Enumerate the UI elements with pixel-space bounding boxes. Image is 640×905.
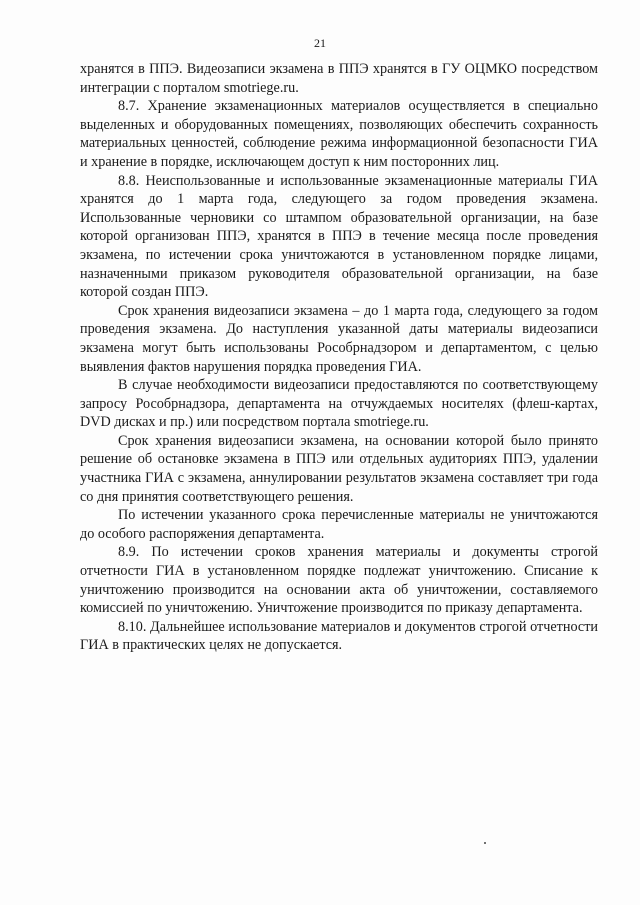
paragraph-after-term: По истечении указанного срока перечисленные материалы не уничтожаются до особого распоряжения департамента. bbox=[80, 507, 598, 542]
paragraph-continuation: хранятся в ППЭ. Видеозаписи экзамена в ППЭ хранятся в ГУ ОЦМКО посредством интеграции с порталом smotriege.ru. bbox=[80, 61, 598, 96]
paragraph-8-9: 8.9. По истечении сроков хранения материалы и документы строгой отчетности ГИА в установленном порядке подлежат уничтожению. Списание к уничтожению производится на основании акта об уничтожении, составляемого комиссией по уничтожению. Уничтожение производится по приказу департамента. bbox=[80, 544, 598, 617]
scan-speck bbox=[484, 842, 486, 844]
paragraph-video-storage-term: Срок хранения видеозаписи экзамена – до 1 марта года, следующего за годом проведения экзамена. До наступления указанной даты материалы видеозаписи экзамена могут быть использованы Рособрнадзором и департаментом, с целью выявления фактов нарушения порядка проведения ГИА. bbox=[80, 302, 598, 375]
paragraph-8-10: 8.10. Дальнейшее использование материалов и документов строгой отчетности ГИА в практических целях не допускается. bbox=[80, 618, 598, 654]
paragraph-video-storage-decision: Срок хранения видеозаписи экзамена, на основании которой было принято решение об остановке экзамена в ППЭ или отдельных аудиториях ППЭ, удалении участника ГИА с экзамена, аннулировании результатов экзамена составляет три года со дня принятия соответствующего решения. bbox=[80, 432, 598, 505]
page-number: 21 bbox=[314, 36, 326, 50]
paragraph-video-request: В случае необходимости видеозаписи предоставляются по соответствующему запросу Рособрнадзора, департамента на отчуждаемых носителях (флеш-картах, DVD дисках и пр.) или посредством портала smotriege.ru. bbox=[80, 377, 598, 431]
paragraph-8-8: 8.8. Неиспользованные и использованные экзаменационные материалы ГИА хранятся до 1 марта года, следующего за годом проведения экзамена. Использованные черновики со штампом образовательной организации, на базе которой организован ППЭ, хранятся в ППЭ в течение месяца после проведения экзамена, по истечении срока уничтожаются в установленном порядке лицами, назначенными приказом руководителя образовательной организации, на базе которой создан ППЭ. bbox=[80, 172, 598, 301]
document-body bbox=[80, 60, 598, 655]
paragraph-8-7: 8.7. Хранение экзаменационных материалов осуществляется в специально выделенных и оборудованных помещениях, позволяющих обеспечить сохранность материальных ценностей, соблюдение режима информационной безопасности ГИА и хранение в порядке, исключающем доступ к ним посторонних лиц. bbox=[80, 98, 598, 170]
